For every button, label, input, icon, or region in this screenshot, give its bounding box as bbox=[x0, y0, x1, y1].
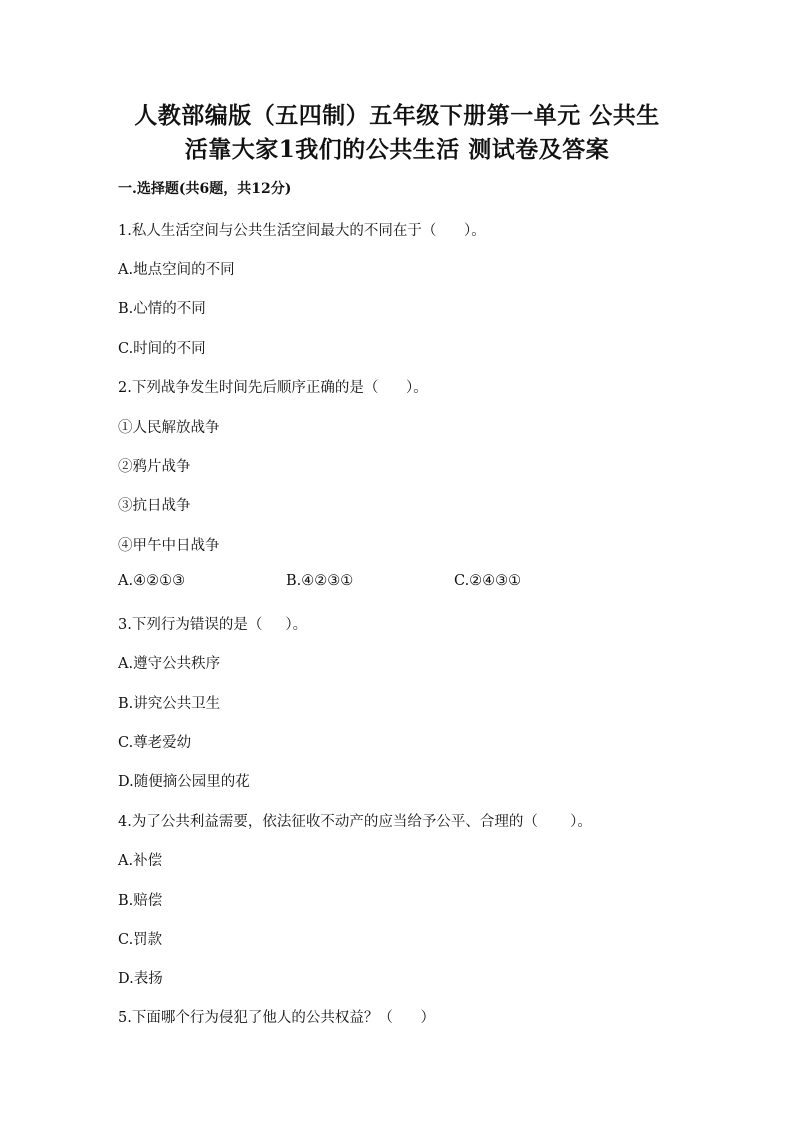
question-1-option-c: C.时间的不同 bbox=[118, 341, 206, 357]
question-4-option-a: A.补偿 bbox=[118, 853, 163, 869]
question-2-item-3: ③抗日战争 bbox=[118, 498, 191, 514]
section-heading: 一.选择题(共6题，共12分) bbox=[118, 181, 292, 197]
question-4-stem: 4.为了公共利益需要，依法征收不动产的应当给予公平、合理的（ ）。 bbox=[118, 814, 592, 830]
question-2-options-row bbox=[118, 573, 678, 593]
question-3-option-c: C.尊老爱幼 bbox=[118, 735, 192, 751]
question-4-option-d: D.表扬 bbox=[118, 971, 163, 987]
question-2-stem: 2.下列战争发生时间先后顺序正确的是（ ）。 bbox=[118, 380, 428, 396]
question-4-option-c: C.罚款 bbox=[118, 932, 163, 948]
question-2-item-1: ①人民解放战争 bbox=[118, 420, 220, 436]
question-3-stem: 3.下列行为错误的是（ ）。 bbox=[118, 617, 308, 633]
question-3-option-d: D.随便摘公园里的花 bbox=[118, 774, 250, 790]
question-2-option-b: B.④②③① bbox=[286, 573, 354, 589]
question-4-option-b: B.赔偿 bbox=[118, 893, 163, 909]
question-3-option-a: A.遵守公共秩序 bbox=[118, 656, 221, 672]
question-1-option-a: A.地点空间的不同 bbox=[118, 262, 235, 278]
document-title-line-1: 人教部编版（五四制）五年级下册第一单元 公共生 bbox=[134, 102, 660, 129]
question-1-option-b: B.心情的不同 bbox=[118, 301, 206, 317]
question-2-item-2: ②鸦片战争 bbox=[118, 459, 191, 475]
question-2-option-c: C.②④③① bbox=[454, 573, 522, 589]
question-5-stem: 5.下面哪个行为侵犯了他人的公共权益？（ ） bbox=[118, 1010, 435, 1026]
question-2-option-a: A.④②①③ bbox=[118, 573, 186, 589]
question-2-item-4: ④甲午中日战争 bbox=[118, 538, 220, 554]
question-1-stem: 1.私人生活空间与公共生活空间最大的不同在于（ ）。 bbox=[118, 223, 486, 239]
document-title-line-2: 活靠大家1我们的公共生活 测试卷及答案 bbox=[184, 136, 610, 163]
question-3-option-b: B.讲究公共卫生 bbox=[118, 696, 221, 712]
